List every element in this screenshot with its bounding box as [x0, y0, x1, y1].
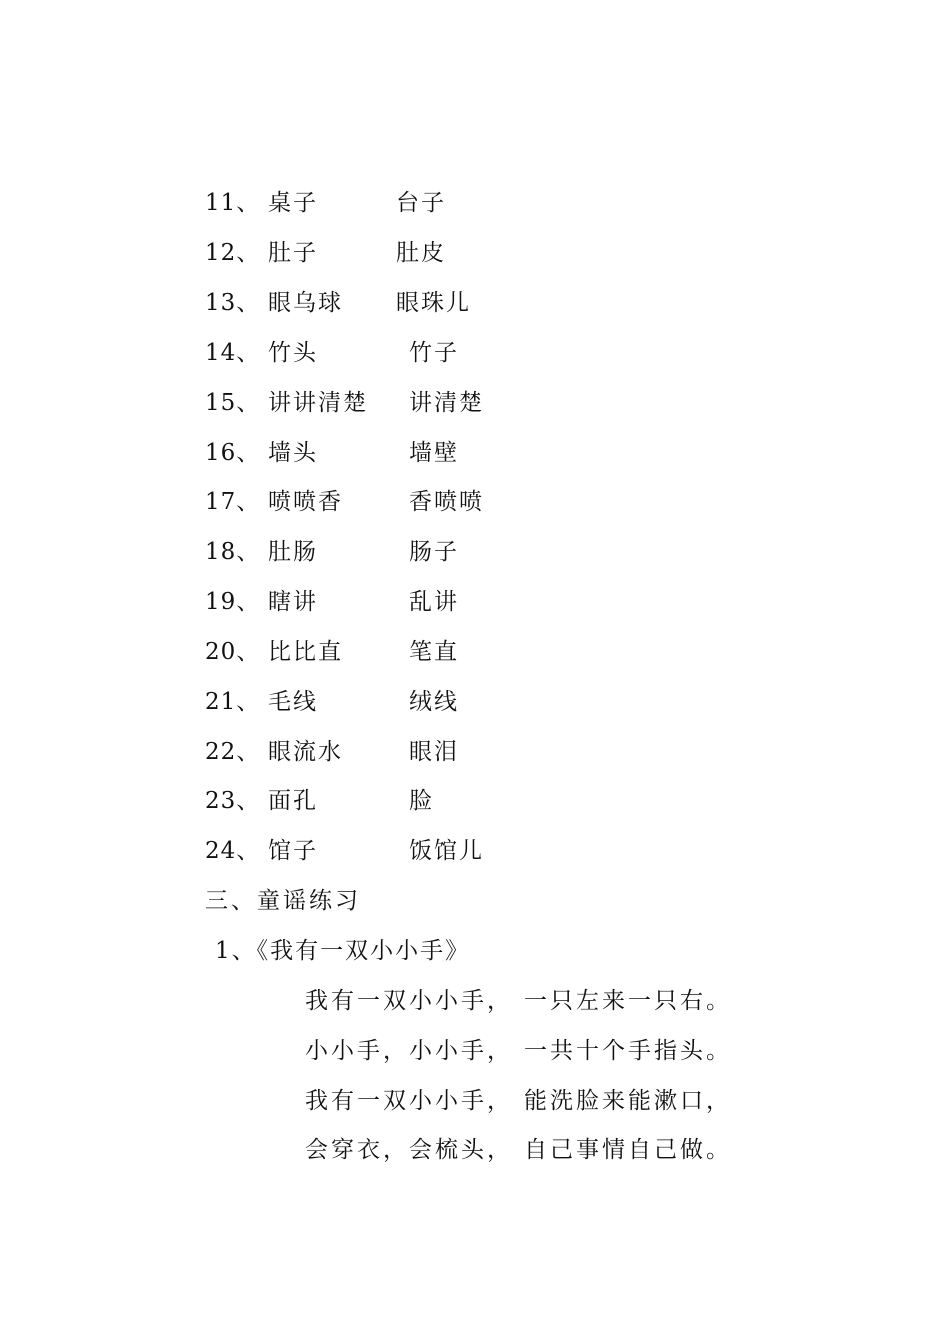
item-number: 18、: [205, 539, 261, 565]
standard-term: 脸: [409, 788, 434, 814]
dialect-term: 喷喷香: [268, 489, 343, 515]
item-number: 19、: [205, 589, 261, 615]
item-number: 12、: [205, 240, 261, 266]
item-number: 21、: [205, 689, 261, 715]
item-number: 13、: [205, 290, 261, 316]
dialect-term: 眼乌球: [268, 290, 343, 316]
verse-second-half: 自己事情自己做。: [524, 1137, 732, 1163]
standard-term: 眼泪: [409, 739, 459, 765]
verse-second-half: 能洗脸来能漱口，: [524, 1088, 732, 1114]
standard-term: 香喷喷: [409, 489, 484, 515]
verse-second-half: 一只左来一只右。: [524, 988, 732, 1014]
standard-term: 饭馆儿: [409, 838, 484, 864]
section-heading: 三、童谣练习: [205, 888, 361, 914]
verse-first-half: 我有一双小小手，: [305, 1088, 513, 1114]
dialect-term: 毛线: [268, 689, 318, 715]
standard-term: 竹子: [409, 340, 459, 366]
item-number: 24、: [205, 838, 261, 864]
dialect-term: 讲讲清楚: [268, 390, 368, 416]
standard-term: 台子: [396, 190, 446, 216]
standard-term: 眼珠儿: [396, 290, 471, 316]
dialect-term: 面孔: [268, 788, 318, 814]
standard-term: 乱讲: [409, 589, 459, 615]
item-number: 17、: [205, 489, 261, 515]
standard-term: 笔直: [409, 639, 459, 665]
dialect-term: 瞎讲: [268, 589, 318, 615]
dialect-term: 眼流水: [268, 739, 343, 765]
standard-term: 肠子: [409, 539, 459, 565]
rhyme-title: 1、《我有一双小小手》: [215, 938, 471, 964]
standard-term: 讲清楚: [409, 390, 484, 416]
item-number: 15、: [205, 390, 261, 416]
dialect-term: 墙头: [268, 440, 318, 466]
standard-term: 绒线: [409, 689, 459, 715]
item-number: 16、: [205, 440, 261, 466]
standard-term: 墙壁: [409, 440, 459, 466]
verse-first-half: 小小手，小小手，: [305, 1038, 513, 1064]
dialect-term: 肚子: [268, 240, 318, 266]
dialect-term: 比比直: [268, 639, 343, 665]
verse-first-half: 我有一双小小手，: [305, 988, 513, 1014]
item-number: 23、: [205, 788, 261, 814]
verse-first-half: 会穿衣，会梳头，: [305, 1137, 513, 1163]
dialect-term: 桌子: [268, 190, 318, 216]
item-number: 20、: [205, 639, 261, 665]
item-number: 14、: [205, 340, 261, 366]
verse-second-half: 一共十个手指头。: [524, 1038, 732, 1064]
item-number: 11、: [205, 190, 261, 216]
dialect-term: 馆子: [268, 838, 318, 864]
dialect-term: 肚肠: [268, 539, 318, 565]
dialect-term: 竹头: [268, 340, 318, 366]
standard-term: 肚皮: [396, 240, 446, 266]
item-number: 22、: [205, 739, 261, 765]
